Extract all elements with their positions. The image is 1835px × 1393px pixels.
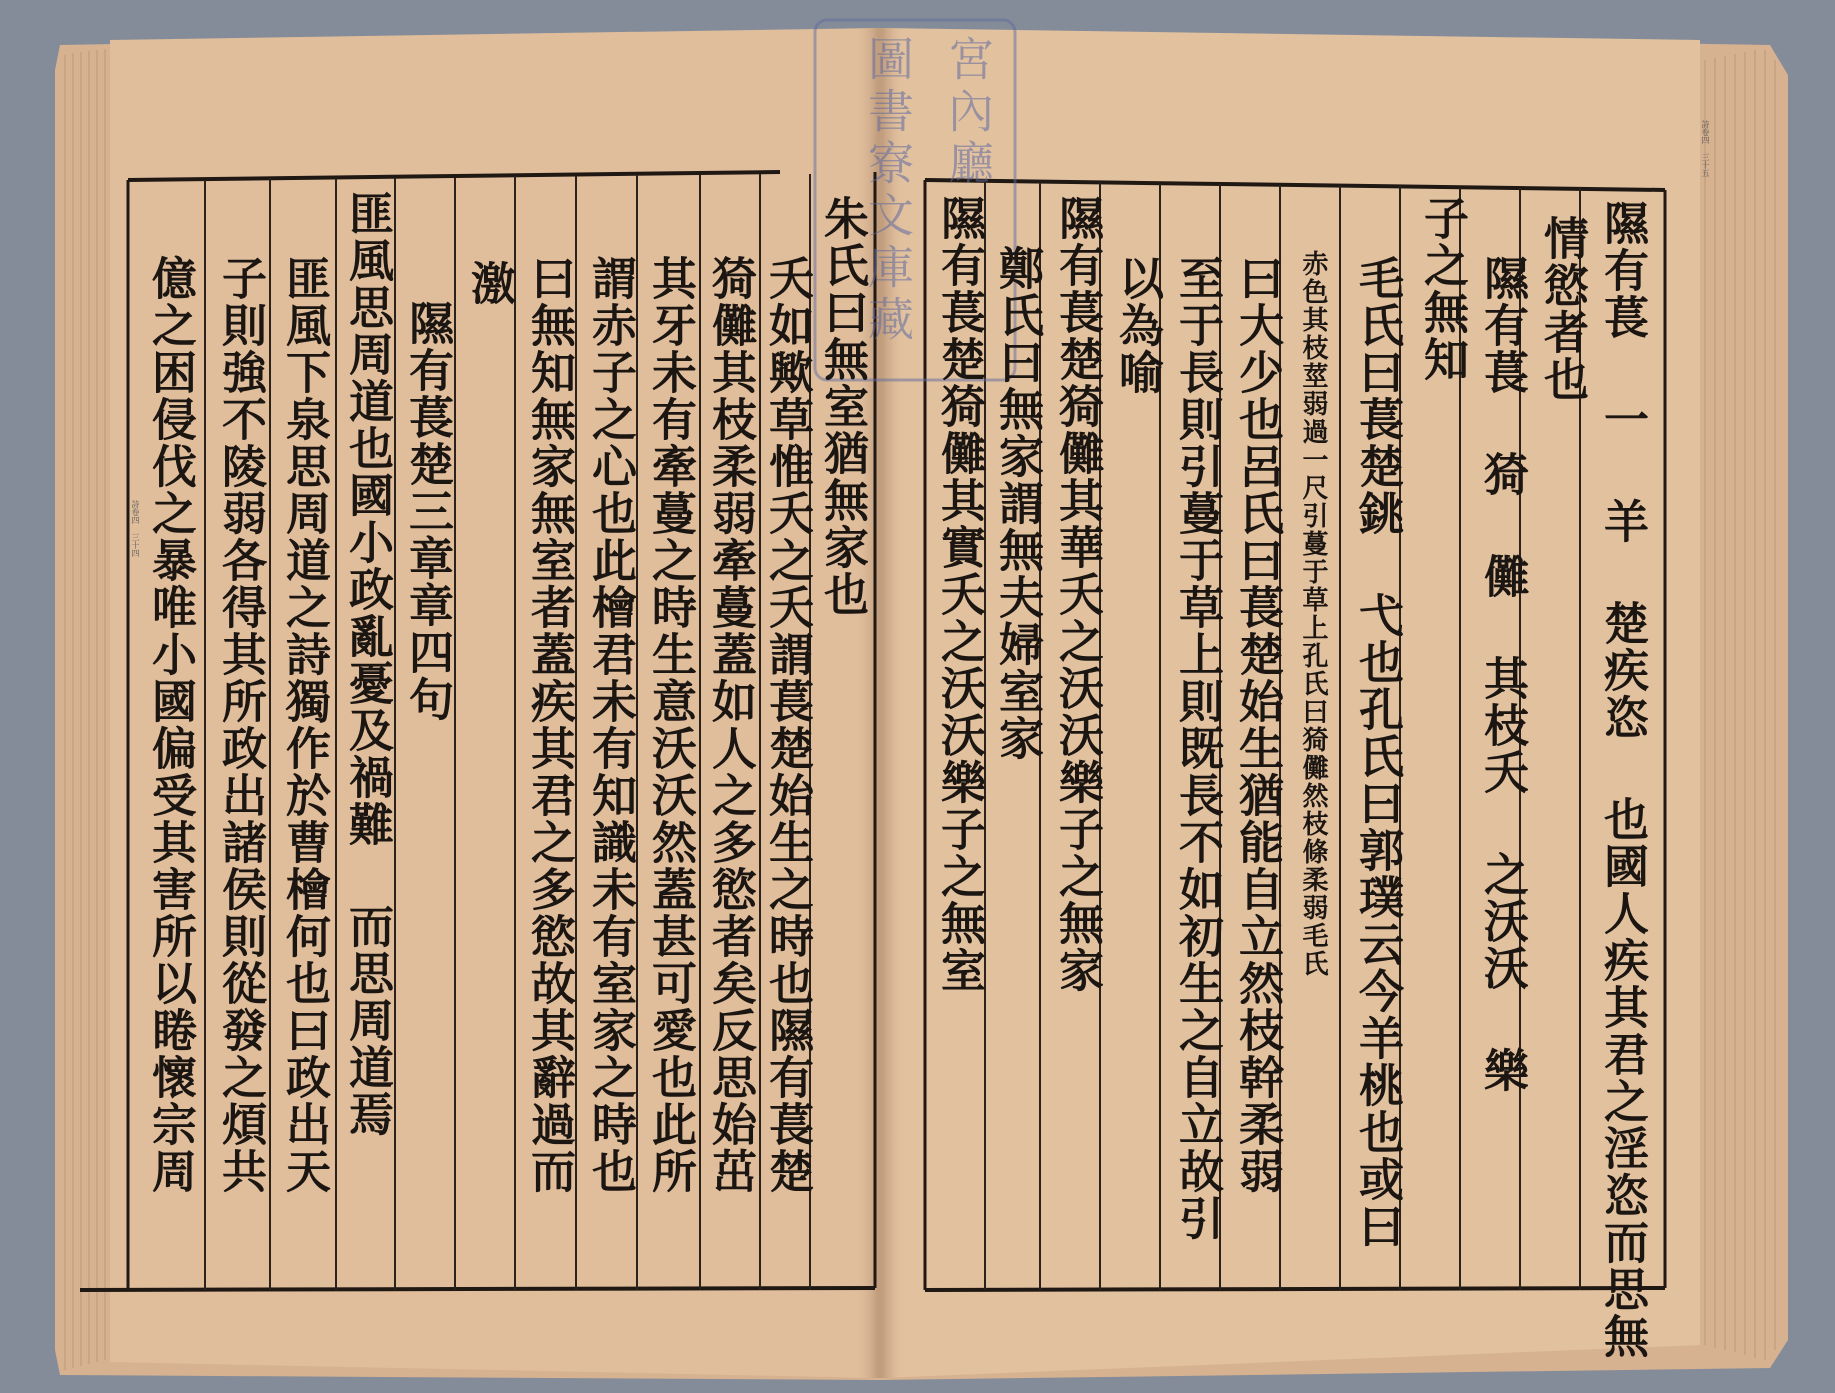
right-col-1: 隰有萇 一 羊 楚疾恣 也國人疾其君之淫恣而思無: [1596, 200, 1649, 1360]
right-col-12: 隰有萇楚猗儺其實夭之沃沃樂子之無室: [933, 195, 986, 994]
left-col-2: 夭如歟草惟夭之夭謂萇楚始生之時也隰有萇楚: [761, 255, 814, 1195]
right-col-2: 情慾者也: [1536, 215, 1589, 403]
left-col-8: 隰有萇楚三章章四句: [401, 300, 454, 723]
right-fore-edge-mark: 詩卷四 三十五: [1701, 120, 1710, 177]
left-col-11: 子則強不陵弱各得其所政出諸侯則從發之煩共: [214, 255, 267, 1195]
left-col-6: 曰無知無家無室者蓋疾其君之多慾故其辭過而: [523, 255, 576, 1195]
left-col-3: 猗儺其枝柔弱牽蔓蓋如人之多慾者矣反思始茁: [704, 255, 757, 1195]
left-fore-edge-mark: 詩卷四 三十四: [131, 500, 140, 557]
right-col-10: 隰有萇楚猗儺其華夭之沃沃樂子之無家: [1051, 195, 1104, 994]
right-col-3: 隰有萇 猗 儺 其枝夭 之沃沃 樂: [1476, 255, 1529, 1094]
right-col-6: 赤色其枝莖弱過一尺引蔓于草上孔氏曰猗儺然枝條柔弱毛氏: [1298, 250, 1328, 978]
left-col-7: 激: [463, 260, 516, 307]
library-seal-col-1: 宮內廳: [941, 35, 995, 191]
left-col-5: 謂赤子之心也此檜君未有知識未有室家之時也: [584, 255, 637, 1195]
right-col-4: 子之無知: [1416, 195, 1469, 383]
right-col-11: 鄭氏曰無家謂無夫婦室家: [991, 245, 1044, 762]
right-col-9: 以為喻: [1111, 255, 1164, 396]
library-seal-col-2: 圖書寮文庫藏: [861, 35, 915, 347]
left-col-4: 其牙未有牽蔓之時生意沃沃然蓋甚可愛也此所: [644, 255, 697, 1195]
right-col-7: 曰大少也呂氏曰萇楚始生猶能自立然枝幹柔弱: [1231, 255, 1284, 1195]
left-col-10: 匪風下泉思周道之詩獨作於曹檜何也曰政出天: [278, 255, 331, 1195]
left-col-1: 朱氏曰無室猶無家也: [816, 195, 869, 618]
left-col-9: 匪風思周道也國小政亂憂及禍難 而思周道焉: [341, 190, 394, 1138]
right-col-5: 毛氏曰萇楚銚 弋也孔氏曰郭璞云今羊桃也或曰: [1351, 255, 1404, 1250]
right-col-8: 至于長則引蔓于草上則既長不如初生之自立故引: [1171, 255, 1224, 1242]
left-col-12: 億之困侵伐之暴唯小國偏受其害所以睠懷宗周: [144, 255, 197, 1195]
